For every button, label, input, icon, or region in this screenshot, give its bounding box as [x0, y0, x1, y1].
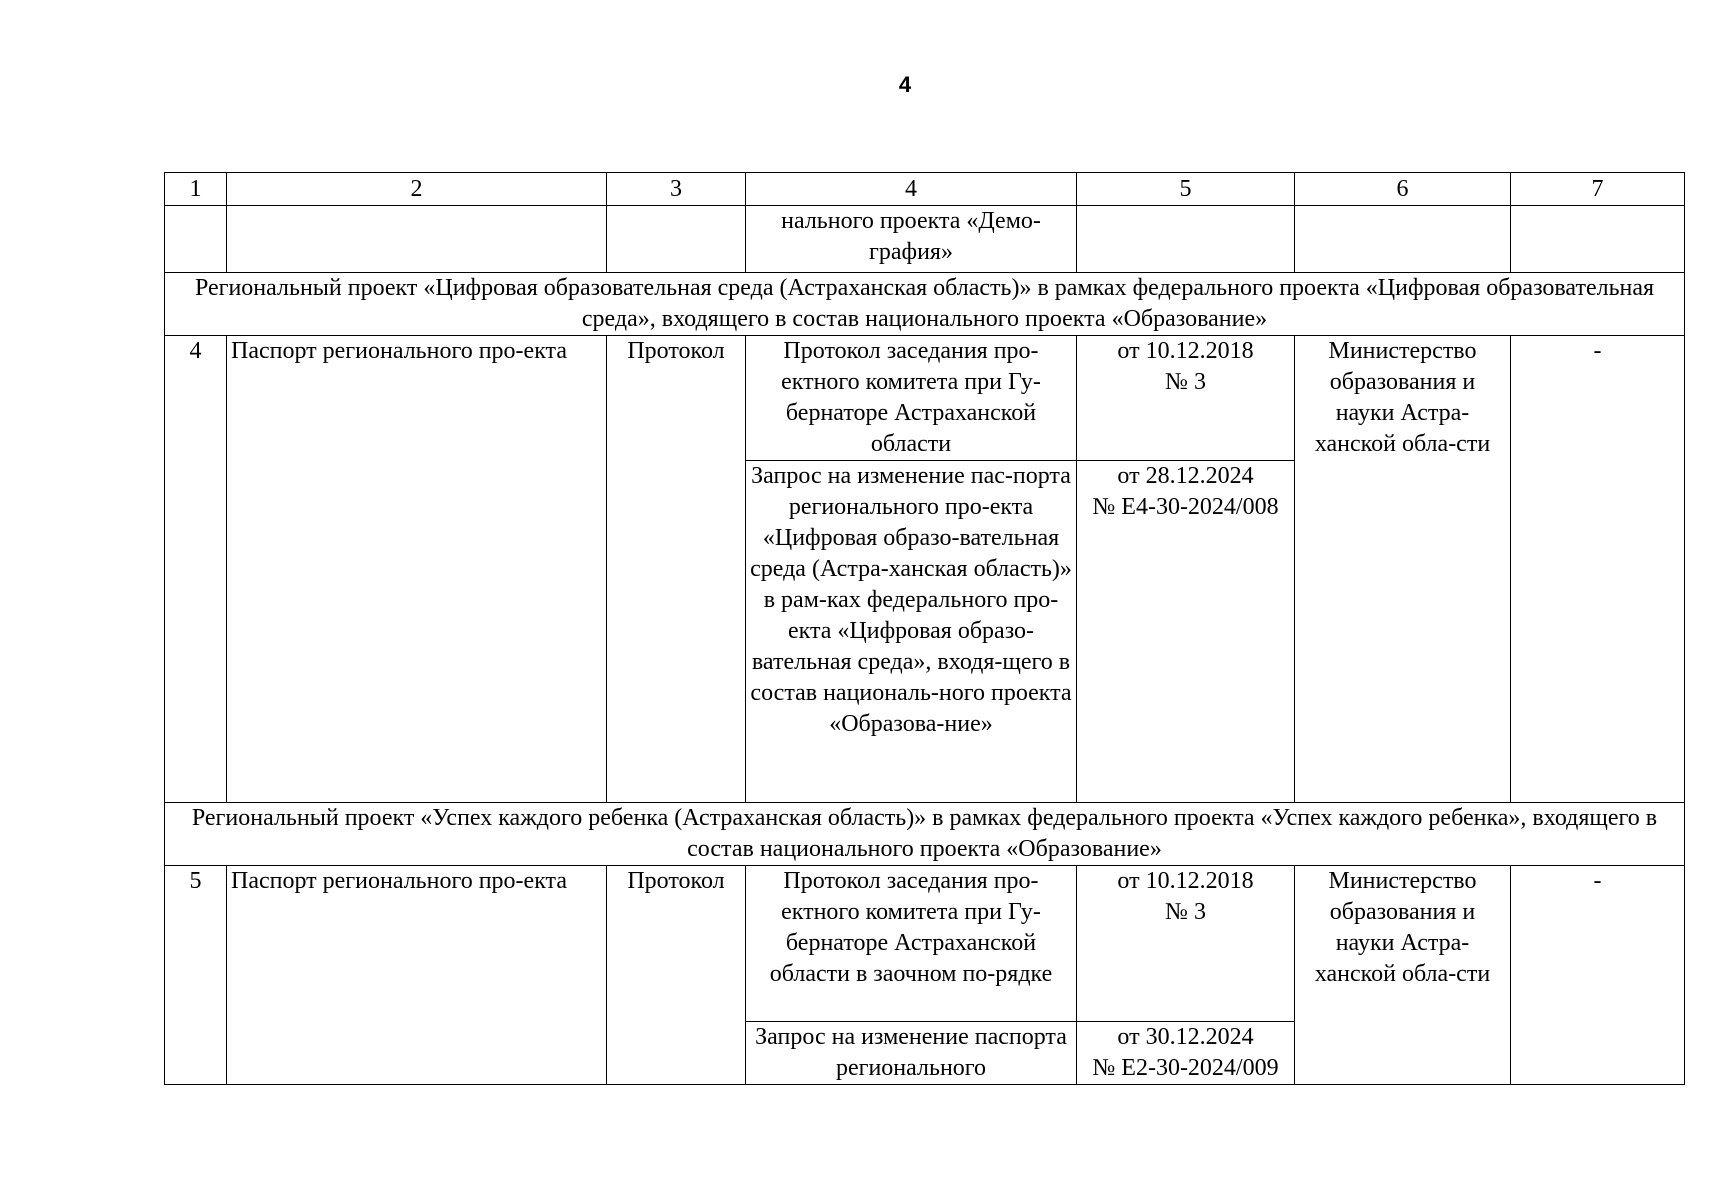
doc-date-number: [1077, 1022, 1295, 1085]
row-doc-type: Протокол: [607, 866, 746, 1085]
row-note: -: [1511, 866, 1685, 1085]
doc-number: № 3: [1165, 899, 1206, 925]
header-col-1: 1: [165, 173, 227, 206]
row-name: Паспорт регионального про-екта: [227, 336, 607, 803]
row-responsible: Министерство образования и науки Астра-ханской обла-сти: [1295, 866, 1511, 1085]
continuation-row: [165, 206, 1685, 273]
header-col-2: 2: [227, 173, 607, 206]
header-col-3: 3: [607, 173, 746, 206]
table-cell: [1295, 206, 1511, 273]
doc-title: Запрос на изменение пас-порта регионального про-екта «Цифровая образо-вательная среда (Астра-ханская область)» в рам-ках федерального про-екта «Цифровая образо-вательная среда», входя-щего в состав националь-ного проекта «Образова-ние»: [746, 461, 1077, 803]
page-number: 4: [898, 72, 912, 97]
section-title: Региональный проект «Успех каждого ребенка (Астраханская область)» в рамках федерального проекта «Успех каждого ребенка», входящего в состав национального проекта «Образование»: [165, 803, 1685, 866]
header-col-6: 6: [1295, 173, 1511, 206]
doc-date: от 30.12.2024: [1117, 1024, 1254, 1050]
doc-number: № Е2-30-2024/009: [1092, 1055, 1279, 1081]
table-row: [165, 866, 1685, 1022]
section-header-row: [165, 273, 1685, 336]
header-col-7: 7: [1511, 173, 1685, 206]
table-cell: [607, 206, 746, 273]
table-cell: [165, 206, 227, 273]
section-title: Региональный проект «Цифровая образовательная среда (Астраханская область)» в рамках федерального проекта «Цифровая образовательная среда», входящего в состав национального проекта «Образование»: [165, 273, 1685, 336]
doc-number: № Е4-30-2024/008: [1092, 494, 1279, 520]
table-cell: [1511, 206, 1685, 273]
row-number: 5: [165, 866, 227, 1085]
doc-date-number: [1077, 336, 1295, 461]
row-number: 4: [165, 336, 227, 803]
doc-title: Протокол заседания про-ектного комитета при Гу-бернаторе Астраханской области в заочном по-рядке: [746, 866, 1077, 1022]
header-col-5: 5: [1077, 173, 1295, 206]
doc-date: от 10.12.2018: [1117, 338, 1254, 364]
doc-date: от 28.12.2024: [1117, 463, 1254, 489]
header-row: [165, 173, 1685, 206]
doc-date-number: [1077, 461, 1295, 803]
row-responsible: Министерство образования и науки Астра-ханской обла-сти: [1295, 336, 1511, 803]
document-table: [164, 172, 1685, 1085]
table-cell: [1077, 206, 1295, 273]
row-name: Паспорт регионального про-екта: [227, 866, 607, 1085]
doc-number: № 3: [1165, 369, 1206, 395]
continuation-text: нального проекта «Демо-графия»: [746, 206, 1077, 273]
table-row: [165, 336, 1685, 461]
doc-title: Запрос на изменение паспорта регионального: [746, 1022, 1077, 1085]
row-note: -: [1511, 336, 1685, 803]
row-doc-type: Протокол: [607, 336, 746, 803]
doc-date-number: [1077, 866, 1295, 1022]
doc-title: Протокол заседания про-ектного комитета при Гу-бернаторе Астраханской области: [746, 336, 1077, 461]
section-header-row: [165, 803, 1685, 866]
doc-date: от 10.12.2018: [1117, 868, 1254, 894]
header-col-4: 4: [746, 173, 1077, 206]
table-cell: [227, 206, 607, 273]
